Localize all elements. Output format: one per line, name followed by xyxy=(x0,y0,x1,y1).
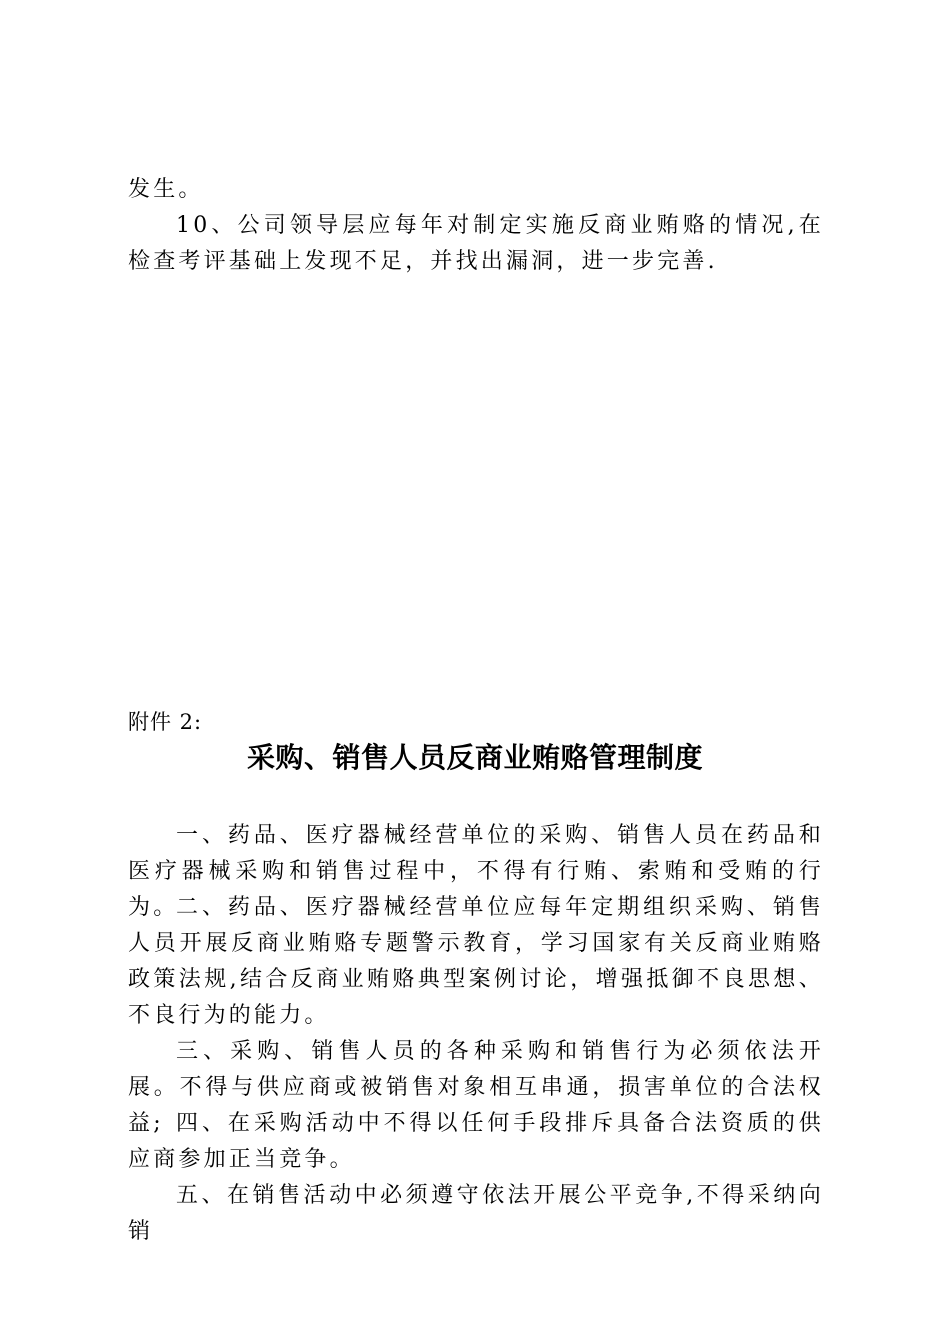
paragraph-2: 二、药品、医疗器械经营单位应每年定期组织采购、销售人员开展反商业贿赂专题警示教育，学习国家有关反商业贿赂政策法规,结合反商业贿赂典型案例讨论，增强抵御不良思想、不良行为的能力。 xyxy=(128,895,824,1028)
continuation-text: 发生。 xyxy=(128,177,204,202)
document-title: 采购、销售人员反商业贿赂管理制度 xyxy=(246,741,703,774)
paragraph-1: 一、药品、医疗器械经营单位的采购、销售人员在药品和医疗器械采购和销售过程中，不得有行贿、索贿和受贿的行为。 xyxy=(128,823,824,920)
item-10-paragraph: 10、公司领导层应每年对制定实施反商业贿赂的情况,在检查考评基础上发现不足，并找出漏洞，进一步完善. xyxy=(128,213,824,274)
attachment-label: 附件 2: xyxy=(128,710,203,734)
paragraph-4: 四、在采购活动中不得以任何手段排斥具备合法资质的供应商参加正当竞争。 xyxy=(128,1111,824,1172)
paragraph-5: 五、在销售活动中必须遵守依法开展公平竞争,不得采纳向销 xyxy=(128,1183,824,1244)
paragraph-3: 三、采购、销售人员的各种采购和销售行为必须依法开展。不得与供应商或被销售对象相互串通，损害单位的合法权益; xyxy=(128,1039,824,1136)
